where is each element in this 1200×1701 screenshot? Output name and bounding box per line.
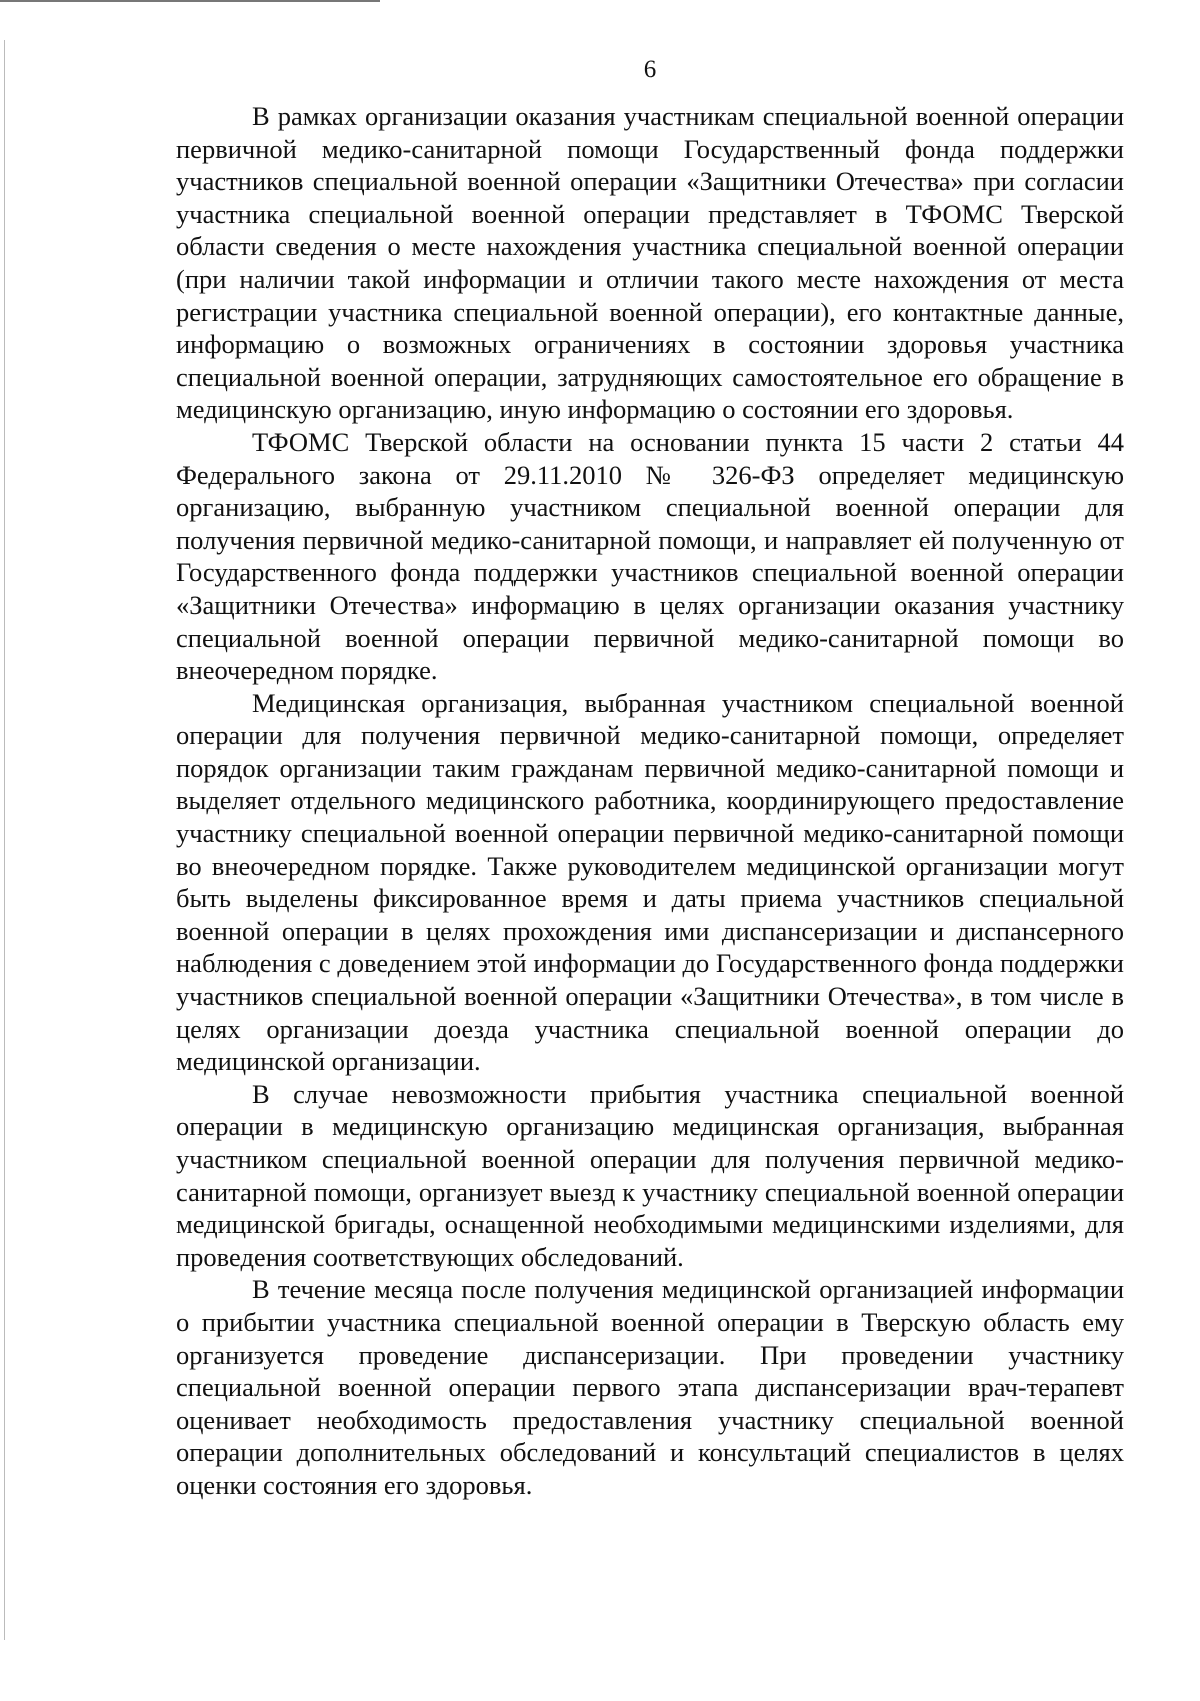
scan-top-border bbox=[0, 0, 380, 2]
page-number: 6 bbox=[643, 56, 657, 83]
scan-left-edge bbox=[4, 40, 5, 1640]
paragraph-2: ТФОМС Тверской области на основании пункта 15 части 2 статьи 44 Федерального закона от 29.11.2010 № 326-ФЗ определяет медицинскую организацию, выбранную участником специальной военной операции для получения первичной медико-санитарной помощи, и направляет ей полученную от Государственного фонда поддержки участников специальной военной операции «Защитники Отечества» информацию в целях организации оказания участнику специальной военной операции первичной медико-санитарной помощи во внеочередном порядке. bbox=[176, 426, 1124, 686]
paragraph-4: В случае невозможности прибытия участника специальной военной операции в медицинскую организацию медицинская организация, выбранная участником специальной военной операции для получения первичной медико-санитарной помощи, организует выезд к участнику специальной военной операции медицинской бригады, оснащенной необходимыми медицинскими изделиями, для проведения соответствующих обследований. bbox=[176, 1078, 1124, 1272]
paragraph-1: В рамках организации оказания участникам специальной военной операции первичной медико-санитарной помощи Государственный фонда поддержки участников специальной военной операции «Защитники Отечества» при согласии участника специальной военной операции представляет в ТФОМС Тверской области сведения о месте нахождения участника специальной военной операции (при наличии такой информации и отличии такого месте нахождения от места регистрации участника специальной военной операции), его контактные данные, информацию о возможных ограничениях в состоянии здоровья участника специальной военной операции, затрудняющих самостоятельное его обращение в медицинскую организацию, иную информацию о состоянии его здоровья. bbox=[176, 101, 1124, 425]
paragraph-5: В течение месяца после получения медицинской организацией информации о прибытии участника специальной военной операции в Тверскую область ему организуется проведение диспансеризации. При проведении участнику специальной военной операции первого этапа диспансеризации врач-терапевт оценивает необходимость предоставления участнику специальной военной операции дополнительных обследований и консультаций специалистов в целях оценки состояния его здоровья. bbox=[176, 1274, 1124, 1500]
paragraph-3: Медицинская организация, выбранная участником специальной военной операции для получения первичной медико-санитарной помощи, определяет порядок организации таким гражданам первичной медико-санитарной помощи и выделяет отдельного медицинского работника, координирующего предоставление участнику специальной военной операции первичной медико-санитарной помощи во внеочередном порядке. Также руководителем медицинской организации могут быть выделены фиксированное время и даты приема участников специальной военной операции в целях прохождения ими диспансеризации и диспансерного наблюдения с доведением этой информации до Государственного фонда поддержки участников специальной военной операции «Защитники Отечества», в том числе в целях организации доезда участника специальной военной операции до медицинской организации. bbox=[176, 687, 1124, 1077]
